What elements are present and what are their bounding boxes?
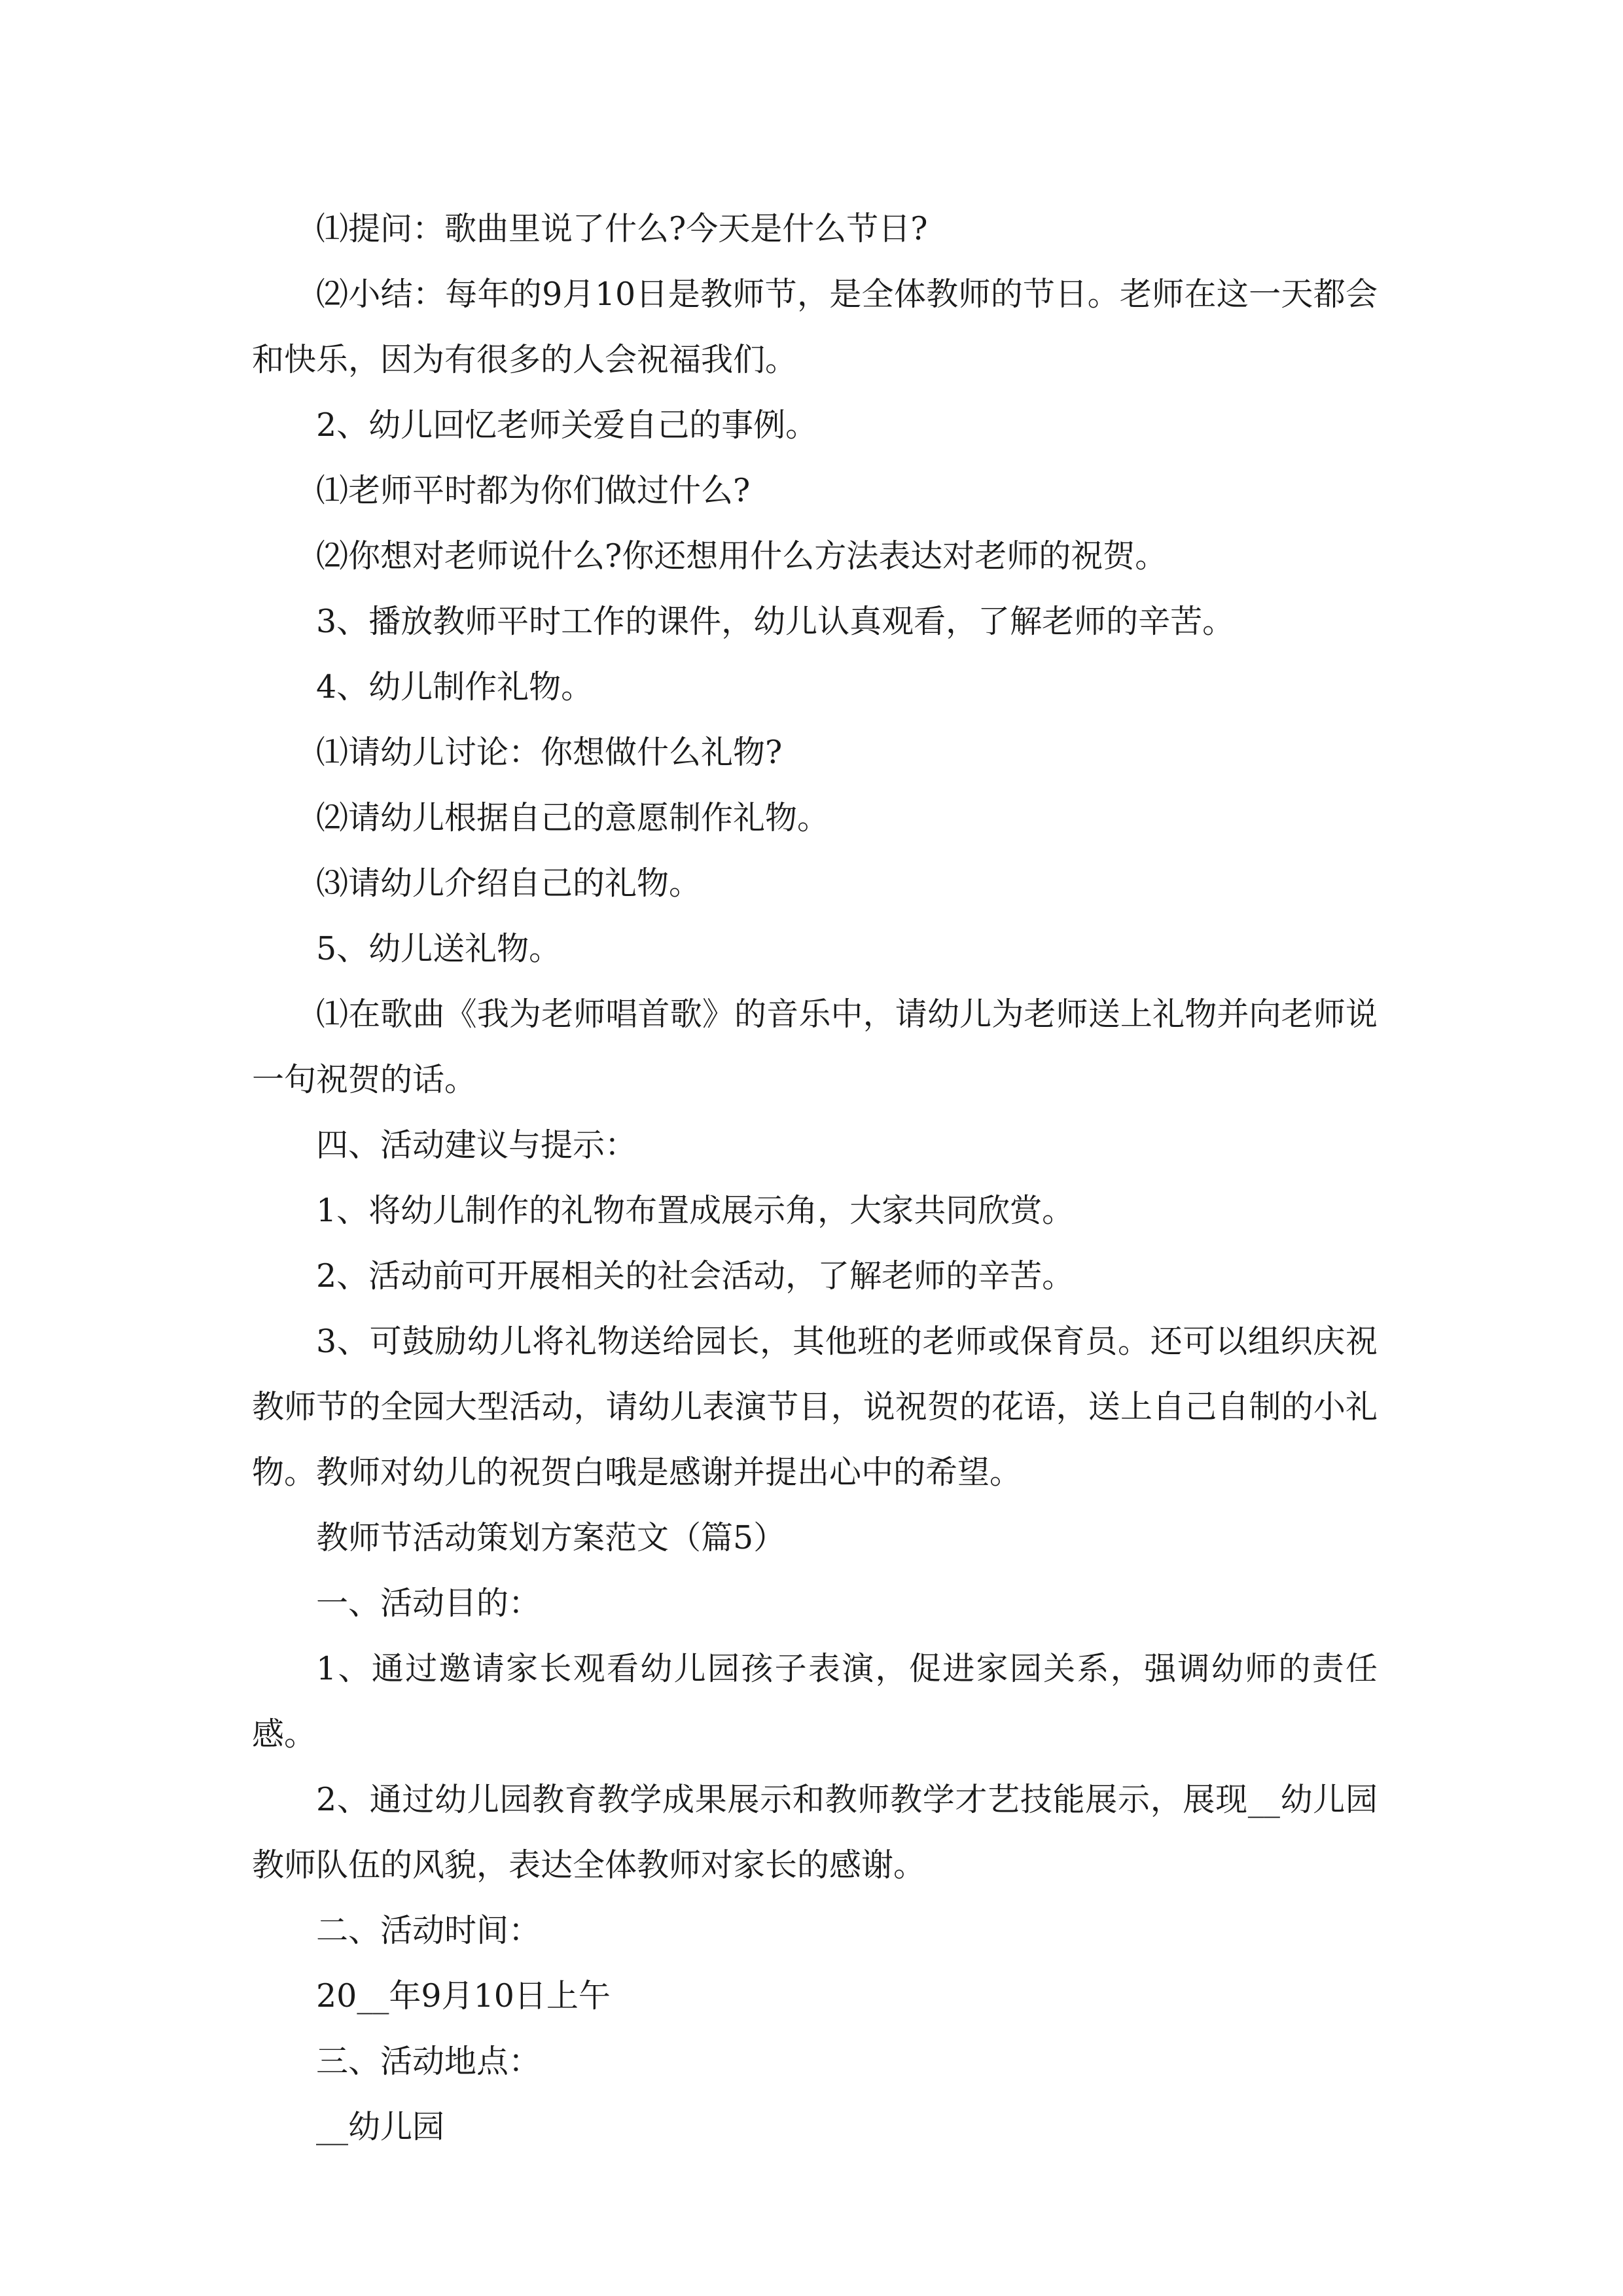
document-title: 教师节活动策划方案范文（篇5） xyxy=(316,1519,786,1556)
section-heading: 一、活动目的： xyxy=(316,1585,541,1622)
paragraph: ⑴请幼儿讨论：你想做什么礼物? xyxy=(316,734,783,771)
paragraph: ⑴老师平时都为你们做过什么? xyxy=(316,472,751,509)
paragraph: ⑵请幼儿根据自己的意愿制作礼物。 xyxy=(316,799,830,836)
section-heading: 三、活动地点： xyxy=(316,2043,541,2080)
paragraph: __幼儿园 xyxy=(316,2108,445,2145)
paragraph: 2、活动前可开展相关的社会活动，了解老师的辛苦。 xyxy=(316,1257,1075,1295)
paragraph: ⑵你想对老师说什么?你还想用什么方法表达对老师的祝贺。 xyxy=(316,537,1168,575)
paragraph: 3、播放教师平时工作的课件，幼儿认真观看，了解老师的辛苦。 xyxy=(316,603,1235,640)
paragraph: 1、通过邀请家长观看幼儿园孩子表演，促进家园关系，强调幼师的责任感。 xyxy=(252,1650,1378,1753)
paragraph: 20__年9月10日上午 xyxy=(316,1977,611,2015)
paragraph: ⑵小结：每年的9月10日是教师节，是全体教师的节日。老师在这一天都会和快乐，因为有很多的人会祝福我们。 xyxy=(252,276,1378,378)
section-heading: 四、活动建议与提示： xyxy=(316,1126,637,1164)
paragraph: 2、幼儿回忆老师关爱自己的事例。 xyxy=(316,406,818,444)
section-heading: 二、活动时间： xyxy=(316,1912,541,1949)
document-body xyxy=(252,196,1378,2160)
paragraph: ⑴在歌曲《我为老师唱首歌》的音乐中，请幼儿为老师送上礼物并向老师说一句祝贺的话。 xyxy=(252,996,1378,1098)
paragraph: 2、通过幼儿园教育教学成果展示和教师教学才艺技能展示，展现__幼儿园教师队伍的风貌，表达全体教师对家长的感谢。 xyxy=(252,1781,1378,1884)
paragraph: 4、幼儿制作礼物。 xyxy=(316,668,594,706)
paragraph: ⑴提问：歌曲里说了什么?今天是什么节日? xyxy=(316,210,928,247)
paragraph: 1、将幼儿制作的礼物布置成展示角，大家共同欣赏。 xyxy=(316,1192,1075,1229)
paragraph: ⑶请幼儿介绍自己的礼物。 xyxy=(316,865,702,902)
paragraph: 5、幼儿送礼物。 xyxy=(316,930,562,967)
paragraph: 3、可鼓励幼儿将礼物送给园长，其他班的老师或保育员。还可以组织庆祝教师节的全园大型活动，请幼儿表演节目，说祝贺的花语，送上自己自制的小礼物。教师对幼儿的祝贺白哦是感谢并提出心中的希望。 xyxy=(252,1323,1378,1491)
